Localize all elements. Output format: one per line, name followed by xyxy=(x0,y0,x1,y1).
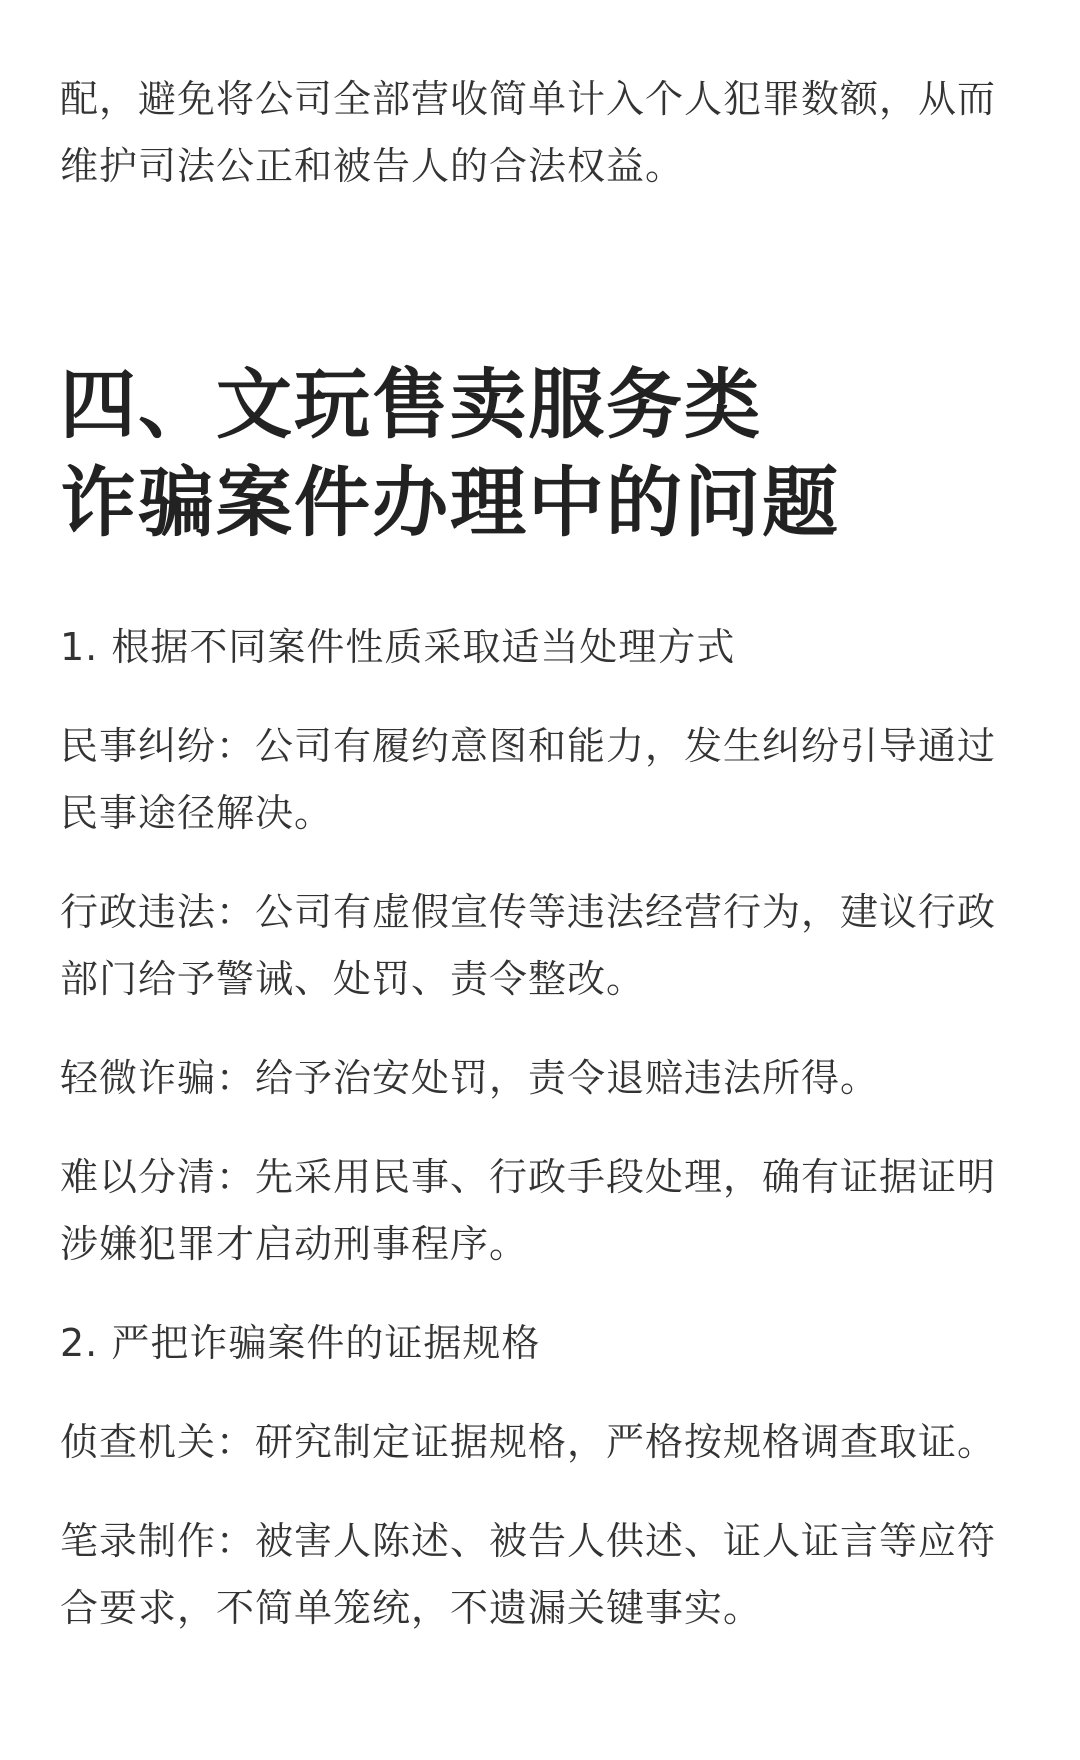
subheading-evidence-standards: 2. 严把诈骗案件的证据规格 xyxy=(60,1321,541,1365)
paragraph-record-making: 笔录制作：被害人陈述、被告人供述、证人证言等应符合要求，不简单笼统，不遗漏关键事实。 xyxy=(60,1519,997,1630)
paragraph-minor-fraud: 轻微诈骗：给予治安处罚，责令退赔违法所得。 xyxy=(60,1056,880,1100)
section-title-line-1: 四、文玩售卖服务类 xyxy=(60,360,762,449)
section-title xyxy=(60,200,1020,552)
paragraph-investigation-authority: 侦查机关：研究制定证据规格，严格按规格调查取证。 xyxy=(60,1420,997,1464)
subheading-handling-methods: 1. 根据不同案件性质采取适当处理方式 xyxy=(60,625,736,669)
paragraph-hard-to-distinguish: 难以分清：先采用民事、行政手段处理，确有证据证明涉嫌犯罪才启动刑事程序。 xyxy=(60,1155,997,1266)
section-content xyxy=(60,552,1020,1642)
paragraph-civil-dispute: 民事纠纷：公司有履约意图和能力，发生纠纷引导通过民事途径解决。 xyxy=(60,724,997,835)
intro-paragraph: 配，避免将公司全部营收简单计入个人犯罪数额，从而维护司法公正和被告人的合法权益。 xyxy=(60,77,997,188)
paragraph-administrative-violation: 行政违法：公司有虚假宣传等违法经营行为，建议行政部门给予警诫、处罚、责令整改。 xyxy=(60,890,997,1001)
section-title-line-2: 诈骗案件办理中的问题 xyxy=(60,458,840,547)
